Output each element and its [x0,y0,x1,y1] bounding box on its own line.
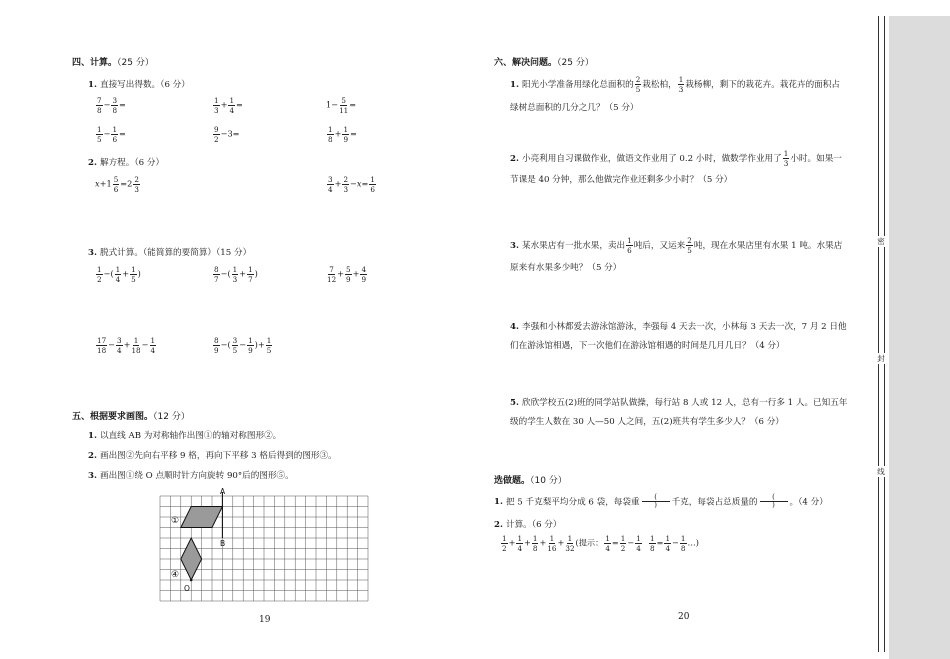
seal-label-top: 密 [875,236,887,247]
draw-task-3 [88,469,294,481]
seal-label-middle: 封 [875,353,887,364]
question-number: 2. [88,158,97,168]
hint-text: …) [687,537,699,548]
problem-points: （5 分） [604,103,639,113]
problem-points: （6 分） [749,417,784,427]
binding-margin [889,16,950,659]
section-points: （25 分） [117,58,154,68]
question-text: 。 [789,497,799,508]
problem-4-line-2 [510,339,785,351]
question-text: 画出图②先向右平移 9 格，再向下平移 3 格后得到的图形③。 [99,451,337,461]
figure-1-parallelogram [181,507,223,528]
section-title: 选做题。 [494,476,531,486]
question-text: 计算。 [505,520,532,530]
problem-2-line-1: 2. 小亮利用自习课做作业，做语文作业用了 0.2 小时，做数学作业用了 $\frac{1}{3}$ 小时。如果一 [510,149,842,169]
problem-text: 们在游泳馆相遇，下一次他们在游泳馆相遇的时间是几月几日？ [510,341,751,351]
question-text: 把 5 千克梨平均分成 6 袋，每袋重 [505,497,640,508]
problem-points: （4 分） [750,341,785,351]
label-b: B [220,539,226,548]
question-number: 3. [88,471,97,481]
optional-section-heading [494,473,567,486]
section-points: （10 分） [530,476,567,486]
question-points: （6 分） [134,158,165,168]
seal-label-bottom: 线 [875,466,887,477]
problem-text: 欣欣学校五(2)班的同学站队做操，每行站 8 人或 12 人，总有一行多 1 人。已知五年 [521,398,848,408]
question-2-heading [88,156,164,168]
label-figure-4: ④ [171,570,180,580]
question-text: 解方程。 [99,158,135,168]
calc-1-2: $\frac{1}{3}$ + $\frac{1}{4}$ = [214,96,243,116]
equation-1: x+1 $\frac{5}{6}$ =2 $\frac{2}{3}$ [95,175,139,195]
stepcalc-5: $\frac{8}{9}$ −( $\frac{3}{5}$ − $\frac{1}{9}$ )+ $\frac{1}{5}$ [214,336,272,356]
series-expression: $\frac{1}{2}$ + $\frac{1}{4}$ + $\frac{1}{8}$ + $\frac{1}{16}$ + $\frac{1}{32}$ (提示： $\frac{1}{4}$ = $\frac{1}{2}$ − $\frac{1}{4}$ $\frac{1}{8}$ = $\frac{1}{4}$ − $\frac{1}{8}$ …) [502,534,699,554]
question-text: 千克，每袋占总质量的 [671,497,758,508]
label-o: O [184,584,190,593]
question-points: （能简算的要简算）（15 分） [142,248,252,258]
problem-2-line-2 [510,173,732,185]
problem-4-line-1 [510,320,847,332]
section-title: 五、根据要求画图。 [72,412,154,422]
question-number: 1. [88,80,97,90]
problem-text: 栽杨柳，剩下的栽花卉。栽花卉的面积占 [685,80,840,91]
question-text: 直接写出得数。 [99,80,161,90]
label-a: A [220,487,226,496]
question-number: 2. [494,520,503,530]
calc-1-4: $\frac{1}{5}$ − $\frac{1}{6}$ = [97,125,126,145]
binding-line-inner [884,16,885,652]
question-number: 4. [510,322,519,332]
calc-1-5: $\frac{9}{2}$ −3= [214,125,240,145]
stepcalc-3: $\frac{7}{12}$ + $\frac{5}{9}$ + $\frac{4}{9}$ [327,265,367,285]
binding-line-outer [878,16,879,652]
problem-points: （5 分） [587,263,622,273]
calc-1-1: $\frac{7}{8}$ − $\frac{3}{8}$ = [97,96,126,116]
question-points: （4 分） [798,497,828,508]
problem-1-line-2 [510,101,639,113]
problem-text: 吨后，又运来 [633,241,686,252]
problem-text: 节课是 40 分钟，那么他做完作业还剩多少小时？ [510,175,699,185]
problem-text: 阳光小学准备用绿化总面积的 [521,80,634,91]
problem-5-line-1 [510,396,847,408]
stepcalc-2: $\frac{8}{7}$ −( $\frac{1}{3}$ + $\frac{1}{7}$ ) [214,265,258,285]
question-points: （6 分） [531,520,562,530]
problem-5-line-2 [510,415,784,427]
question-text: 以直线 AB 为对称轴作出图①的轴对称图形②。 [99,431,282,441]
problem-text: 栽松柏， [642,80,677,91]
question-3-heading [88,246,251,258]
problem-text: 小时。如果一 [790,154,842,165]
calc-1-3: 1− $\frac{5}{11}$ = [326,96,357,116]
question-text: 画出图①绕 O 点顺时针方向旋转 90°后的图形⑤。 [99,471,294,481]
stepcalc-4: $\frac{17}{18}$ − $\frac{3}{4}$ + $\frac{1}{18}$ − $\frac{1}{4}$ [97,336,156,356]
section-title: 六、解决问题。 [494,58,558,68]
draw-task-1 [88,429,281,441]
draw-task-2 [88,449,337,461]
drawing-grid [150,486,375,606]
page-number-right: 20 [678,612,690,622]
problem-3-line-2 [510,261,621,273]
calc-1-6: $\frac{1}{8}$ + $\frac{1}{9}$ = [328,125,357,145]
question-number: 3. [88,248,97,258]
problem-points: （5 分） [698,175,733,185]
question-number: 2. [510,154,519,165]
answer-blank-2[interactable]: ( ) [760,494,788,510]
label-figure-1: ① [171,516,180,526]
problem-text: 原来有水果多少吨？ [510,263,588,273]
answer-blank-1[interactable]: ( ) [642,494,670,510]
problem-3-line-1: 3. 某水果店有一批水果，卖出 $\frac{1}{6}$ 吨后，又运来 $\frac{2}{5}$ 吨，现在水果店里有水果 1 吨。水果店 [510,236,843,256]
section-points: （12 分） [153,412,190,422]
problem-text: 级的学生人数在 30 人—50 人之间，五(2)班共有学生多少人？ [510,417,750,427]
optional-question-1 [494,494,828,510]
question-1-heading [88,78,190,90]
problem-text: 绿树总面积的几分之几？ [510,103,605,113]
question-number: 2. [88,451,97,461]
question-number: 5. [510,398,519,408]
question-number: 1. [494,497,503,508]
question-points: （6 分） [160,80,190,90]
point-o [190,579,193,582]
problem-text: 某水果店有一批水果，卖出 [521,241,626,252]
problem-1-line-1: 1. 阳光小学准备用绿化总面积的 $\frac{2}{5}$ 栽松柏， $\frac{1}{3}$ 栽杨柳，剩下的栽花卉。栽花卉的面积占 [510,75,840,95]
section-title: 四、计算。 [72,58,118,68]
question-text: 脱式计算。 [99,248,143,258]
equation-2: $\frac{3}{4}$ + $\frac{2}{3}$ −x= $\frac{1}{6}$ [328,175,375,195]
page-number-left: 19 [259,615,271,625]
section-6-heading [494,55,594,68]
question-number: 1. [88,431,97,441]
stepcalc-1: $\frac{1}{2}$ −( $\frac{1}{4}$ + $\frac{1}{5}$ ) [97,265,141,285]
problem-text: 吨，现在水果店里有水果 1 吨。水果店 [693,241,843,252]
figure-4-rhombus [181,538,202,580]
optional-question-2 [494,518,561,530]
question-number: 1. [510,80,519,91]
section-points: （25 分） [557,58,594,68]
hint-text: (提示： [575,537,604,548]
problem-text: 李强和小林都爱去游泳馆游泳，李强每 4 天去一次，小林每 3 天去一次，7 月 2 日他 [521,322,847,332]
question-number: 3. [510,241,519,252]
section-4-heading [72,55,154,68]
problem-text: 小亮利用自习课做作业，做语文作业用了 0.2 小时，做数学作业用了 [521,154,782,165]
section-5-heading [72,409,190,422]
